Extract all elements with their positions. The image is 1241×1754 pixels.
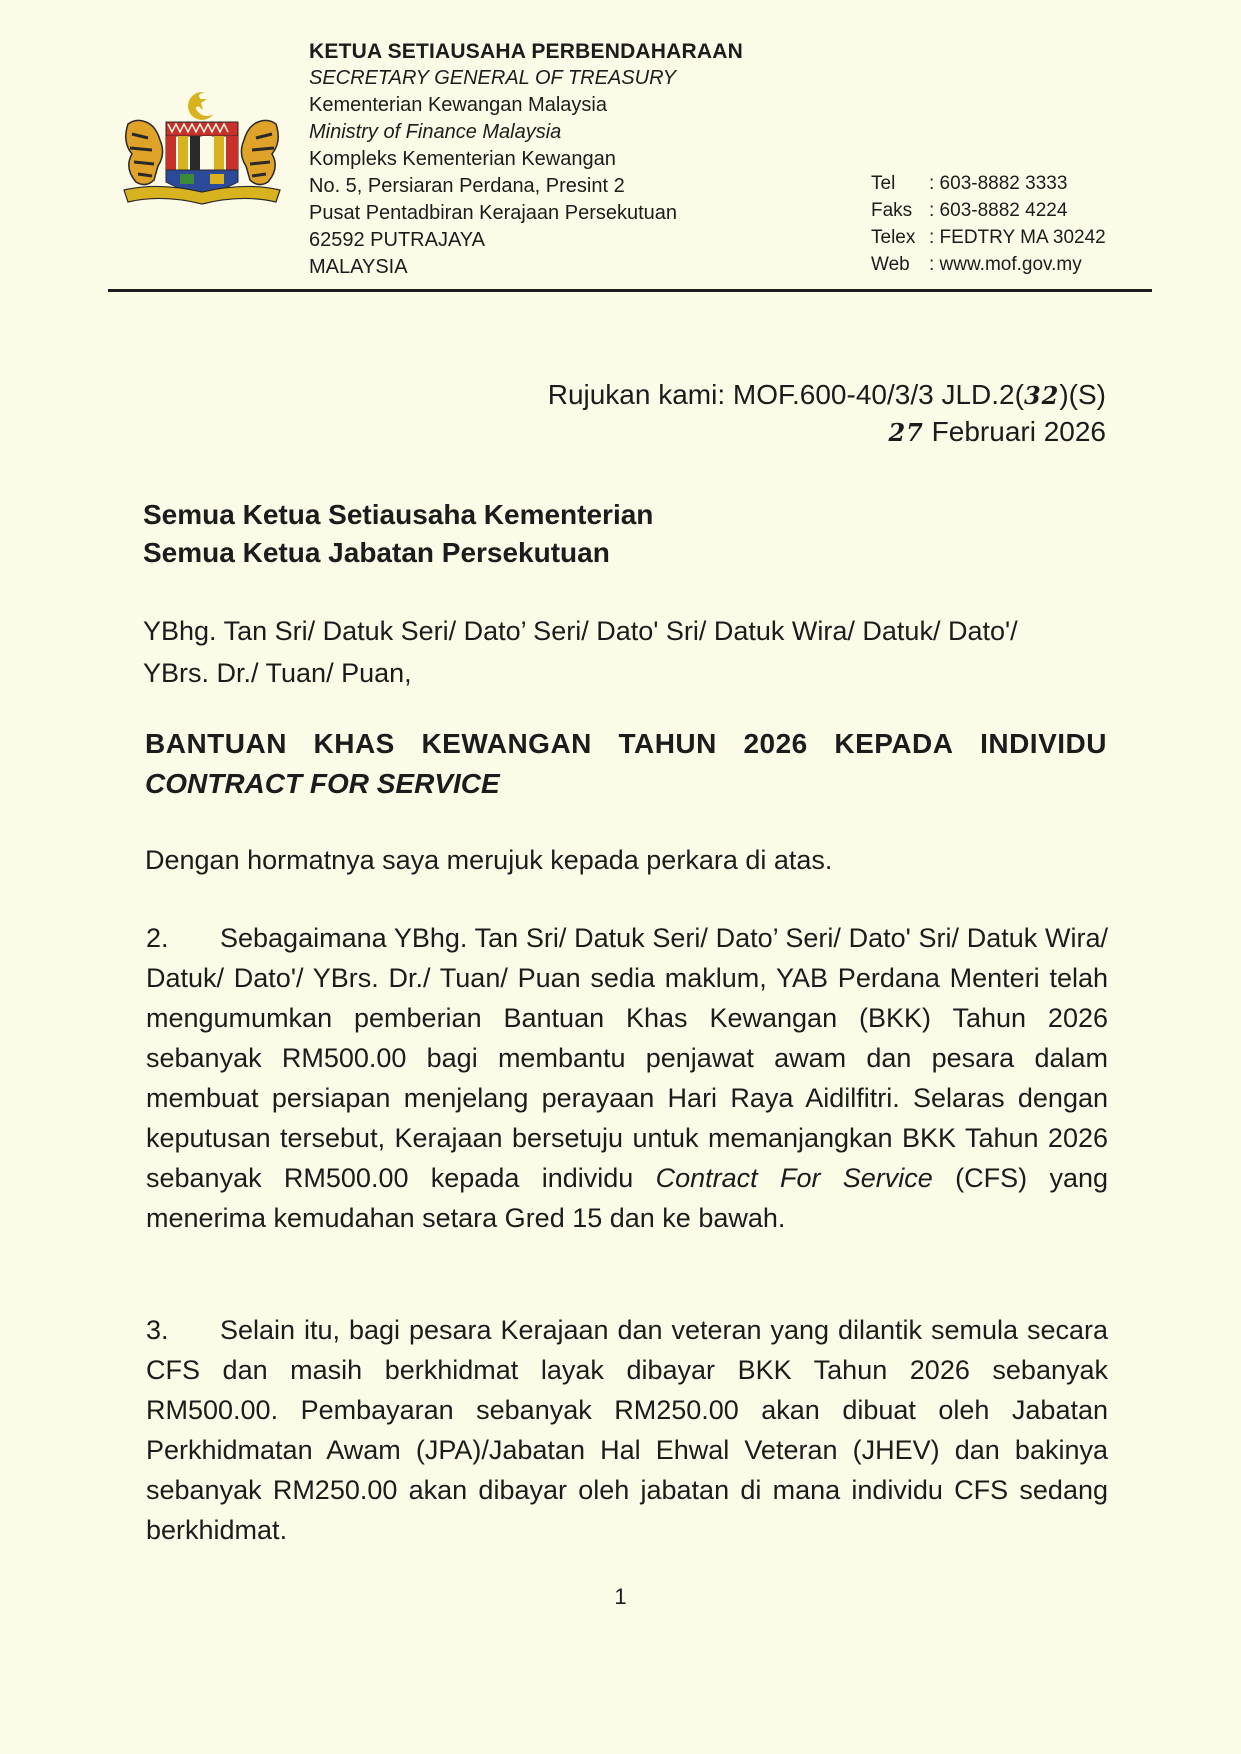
coat-of-arms-icon [118,84,286,214]
paragraph-2 [146,918,1108,1238]
contact-label: Web [871,254,910,275]
reference-number [548,377,1106,414]
salutation-line: YBrs. Dr./ Tuan/ Puan, [143,658,412,688]
subject-line-2: CONTRACT FOR SERVICE [145,768,500,799]
address-line: MALAYSIA [309,256,408,278]
subject-word: BANTUAN [145,728,287,759]
salutation-line: YBhg. Tan Sri/ Datuk Seri/ Dato’ Seri/ Dato' Sri/ Datuk Wira/ Datuk/ Dato'/ [143,616,1018,646]
contact-value: : www.mof.gov.my [929,254,1082,275]
recipients [143,496,653,572]
contact-label: Tel [871,173,896,194]
salutation [143,610,1018,694]
paragraph-number: 2. [146,923,169,953]
subject-line-1 [145,724,1107,764]
ministry-name-en: Ministry of Finance Malaysia [309,121,562,143]
subject-word: 2026 [743,728,808,759]
ministry-name: Kementerian Kewangan Malaysia [309,94,607,116]
subject-heading [145,724,1107,804]
contact-info [871,170,1106,278]
subject-word: KEWANGAN [421,728,592,759]
contact-row-tel [871,170,1106,197]
opening-sentence: Dengan hormatnya saya merujuk kepada perkara di atas. [145,845,833,875]
subject-word: KHAS [313,728,395,759]
org-name: KETUA SETIAUSAHA PERBENDAHARAAN [309,40,743,63]
letter-date [548,414,1106,451]
address-line: Pusat Pentadbiran Kerajaan Persekutuan [309,202,678,224]
crescent-star-icon [188,92,219,120]
handwritten-ref-no: 32 [1023,381,1060,410]
shield-icon [166,122,238,192]
org-name-en: SECRETARY GENERAL OF TREASURY [309,67,677,89]
contact-value: : 603-8882 3333 [929,173,1068,194]
contact-row-web [871,251,1106,278]
contact-value: : 603-8882 4224 [929,200,1068,221]
header-divider [108,289,1152,292]
contact-label: Faks [871,200,913,221]
recipient-line: Semua Ketua Setiausaha Kementerian [143,499,654,530]
subject-word: TAHUN [618,728,717,759]
address-line: Kompleks Kementerian Kewangan [309,148,616,170]
paragraph-italic-text: Contract For Service [655,1163,933,1193]
paragraph-text: Selain itu, bagi pesara Kerajaan dan veteran yang dilantik semula secara CFS dan masih berkhidmat layak dibayar BKK Tahun 2026 sebanyak RM500.00. Pembayaran sebanyak RM250.00 akan dibuat oleh Jabatan Perkhidmatan Awam (JPA)/Jabatan Hal Ehwal Veteran (JHEV) dan bakinya sebanyak RM250.00 akan dibayar oleh jabatan di mana individu CFS sedang berkhidmat. [146,1315,1108,1545]
subject-word: INDIVIDU [980,728,1107,759]
paragraph-text: Sebagaimana YBhg. Tan Sri/ Datuk Seri/ Dato’ Seri/ Dato' Sri/ Datuk Wira/ Datuk/ Dato'/ YBrs. Dr./ Tuan/ Puan sedia maklum, YAB Perdana Menteri telah mengumumkan pemberian Bantuan Khas Kewangan (BKK) Tahun 2026 sebanyak RM500.00 bagi membantu penjawat awam dan pesara dalam membuat persiapan menjelang perayaan Hari Raya Aidilfitri. Selaras dengan keputusan tersebut, Kerajaan bersetuju untuk memanjangkan BKK Tahun 2026 sebanyak RM500.00 kepada individu [146,923,1108,1193]
contact-row-telex [871,224,1106,251]
handwritten-date-day: 27 [888,418,924,447]
contact-value: : FEDTRY MA 30242 [929,227,1106,248]
contact-label: Telex [871,227,916,248]
letterhead-address [309,38,743,281]
reference-suffix: )(S) [1059,379,1106,410]
recipient-line: Semua Ketua Jabatan Persekutuan [143,537,610,568]
paragraph-3 [146,1310,1108,1550]
contact-row-fax [871,197,1106,224]
address-line: 62592 PUTRAJAYA [309,229,486,251]
date-rest: Februari 2026 [923,416,1106,447]
page-number: 1 [614,1584,627,1609]
subject-word: KEPADA [834,728,954,759]
reference-prefix: Rujukan kami: MOF.600-40/3/3 JLD.2( [547,379,1024,410]
address-line: No. 5, Persiaran Perdana, Presint 2 [309,175,625,197]
paragraph-text: (CFS) yang menerima kemudahan setara Gred 15 dan ke bawah. [146,1163,1108,1233]
reference-block [548,377,1106,451]
paragraph-number: 3. [146,1315,169,1345]
